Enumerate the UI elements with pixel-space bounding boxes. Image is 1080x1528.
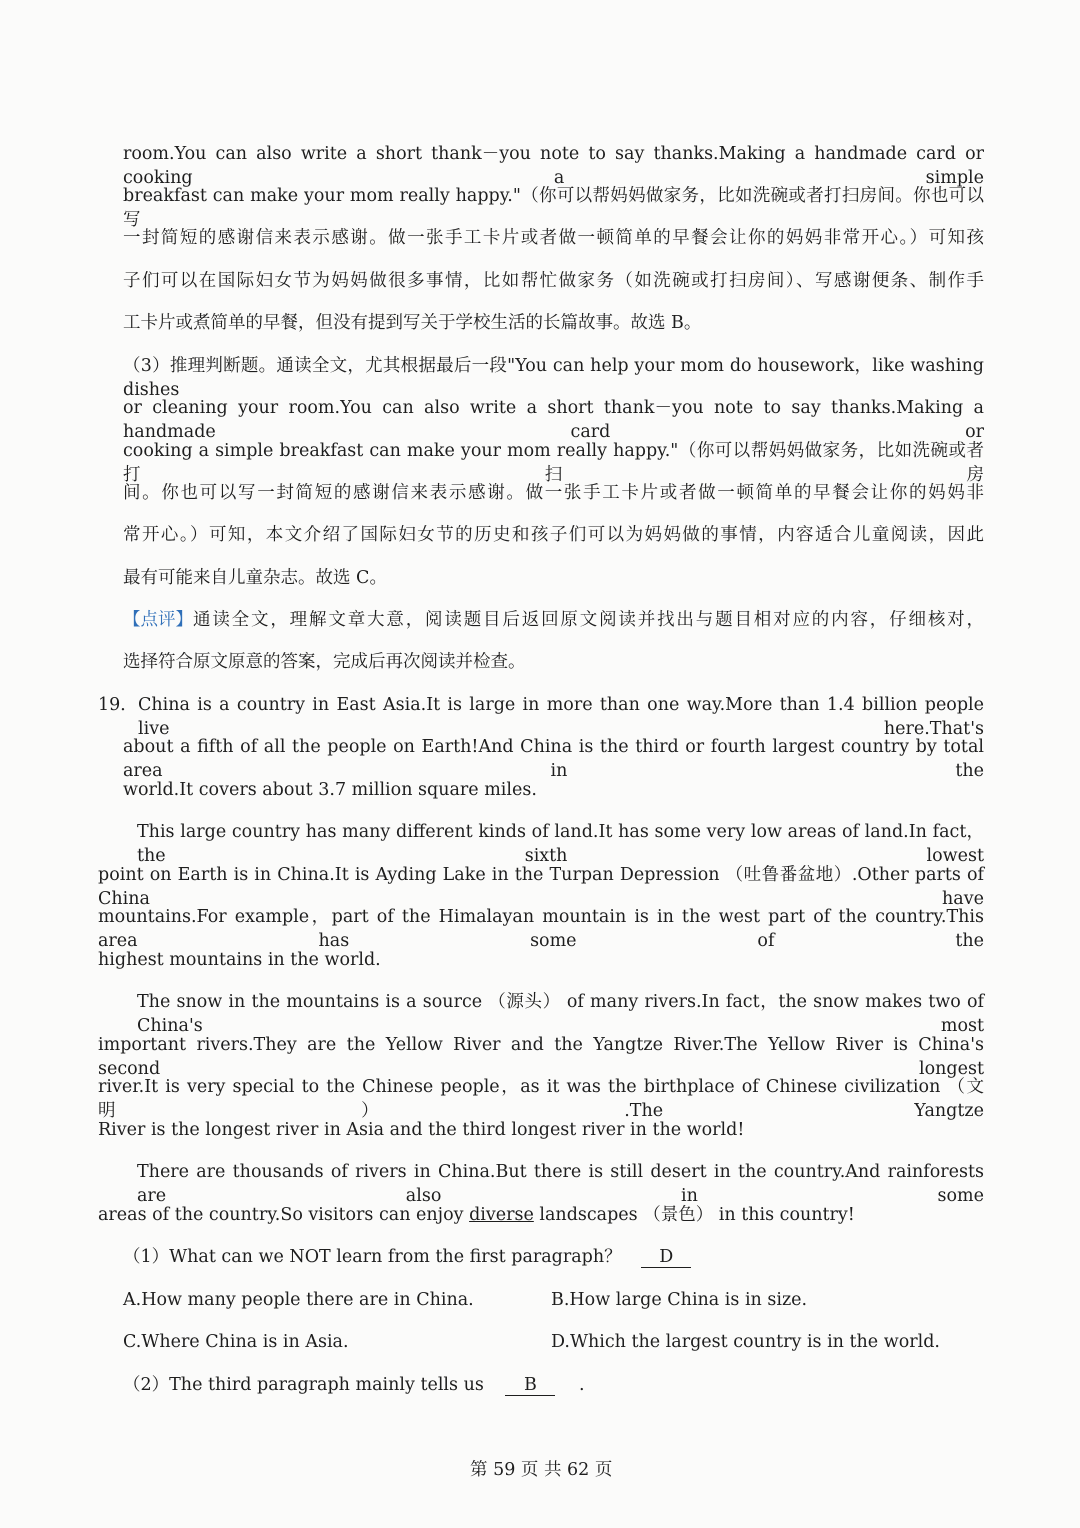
- sub-question-1-prompt: （1）What can we NOT learn from the first paragraph？: [123, 1247, 622, 1267]
- paragraph-3-line: important rivers.They are the Yellow River and the Yangtze River.The Yellow River is China's second longest: [98, 1035, 984, 1079]
- text-line: breakfast can make your mom really happy."（你可以帮妈妈做家务，比如洗碗或者打扫房间。你也可以写: [123, 186, 984, 230]
- paragraph-4-line: [98, 1203, 855, 1227]
- text-line: or cleaning your room.You can also write a short thank－you note to say thanks.Making a handmade card or: [123, 398, 984, 442]
- text-line: room.You can also write a short thank－you note to say thanks.Making a handmade card or cooking a simple: [123, 144, 984, 188]
- sentence-end: .: [578, 1375, 585, 1395]
- paragraph-2-line: highest mountains in the world.: [98, 950, 381, 970]
- remark-text: 通读全文，理解文章大意，阅读题目后返回原文阅读并找出与题目相对应的内容，仔细核对，: [193, 610, 984, 630]
- text-line: 间。你也可以写一封简短的感谢信来表示感谢。做一张手工卡片或者做一顿简单的早餐会让你的妈妈非: [123, 483, 984, 503]
- paragraph-4-text: landscapes （景色） in this country!: [533, 1205, 855, 1225]
- page-number: 第 59 页 共 62 页: [470, 1460, 613, 1480]
- remark-line-2: 选择符合原文原意的答案，完成后再次阅读并检查。: [123, 652, 526, 672]
- paragraph-2-line: point on Earth is in China.It is Ayding Lake in the Turpan Depression （吐鲁番盆地）.Other parts of China have: [98, 865, 984, 909]
- paragraph-1-line: China is a country in East Asia.It is large in more than one way.More than 1.4 billion people live here.That's: [138, 695, 984, 739]
- underlined-word: diverse: [469, 1205, 534, 1225]
- paragraph-1-line: world.It covers about 3.7 million square miles.: [123, 780, 537, 800]
- remark-line: [123, 608, 984, 632]
- paragraph-4-line: There are thousands of rivers in China.But there is still desert in the country.And rainforests are also in some: [137, 1162, 984, 1206]
- text-line: 工卡片或煮简单的早餐，但没有提到写关于学校生活的长篇故事。故选 B。: [123, 313, 702, 333]
- text-line: 子们可以在国际妇女节为妈妈做很多事情，比如帮忙做家务（如洗碗或打扫房间）、写感谢便条、制作手: [123, 271, 984, 291]
- paragraph-4-text: areas of the country.So visitors can enjoy: [98, 1205, 470, 1225]
- text-line: （3）推理判断题。通读全文，尤其根据最后一段"You can help your mom do housework，like washing dishes: [123, 356, 984, 400]
- answer-blank: B: [505, 1375, 555, 1396]
- option-b: B.How large China is in size.: [551, 1290, 808, 1310]
- text-line: 一封简短的感谢信来表示感谢。做一张手工卡片或者做一顿简单的早餐会让你的妈妈非常开心。）可知孩: [123, 228, 984, 248]
- sub-question-2: [123, 1373, 585, 1397]
- paragraph-3-line: River is the longest river in Asia and the third longest river in the world!: [98, 1120, 745, 1140]
- paragraph-3-line: river.It is very special to the Chinese people，as it was the birthplace of Chinese civilization （文明）.The Yangtze: [98, 1077, 984, 1121]
- remark-tag: 【点评】: [123, 610, 193, 630]
- paragraph-1-line: about a fifth of all the people on Earth!And China is the third or fourth largest country by total area in the: [123, 737, 984, 781]
- option-a: A.How many people there are in China.: [123, 1290, 474, 1310]
- sub-question-2-prompt: （2）The third paragraph mainly tells us: [123, 1375, 484, 1395]
- paragraph-2-line: mountains.For example，part of the Himalayan mountain is in the west part of the country.This area has some of the: [98, 907, 984, 951]
- text-line: 常开心。）可知，本文介绍了国际妇女节的历史和孩子们可以为妈妈做的事情，内容适合儿童阅读，因此: [123, 525, 984, 545]
- question-number: 19．: [98, 695, 138, 715]
- paragraph-2-line: This large country has many different kinds of land.It has some very low areas of land.In fact，the sixth lowest: [137, 822, 984, 866]
- option-c: C.Where China is in Asia.: [123, 1332, 349, 1352]
- answer-blank: D: [641, 1247, 691, 1268]
- text-line: 最有可能来自儿童杂志。故选 C。: [123, 568, 387, 588]
- text-line: cooking a simple breakfast can make your mom really happy."（你可以帮妈妈做家务，比如洗碗或者打扫房: [123, 441, 984, 485]
- option-d: D.Which the largest country is in the world.: [551, 1332, 940, 1352]
- sub-question-1: [123, 1245, 691, 1269]
- paragraph-3-line: The snow in the mountains is a source （源头） of many rivers.In fact，the snow makes two of China's most: [137, 992, 984, 1036]
